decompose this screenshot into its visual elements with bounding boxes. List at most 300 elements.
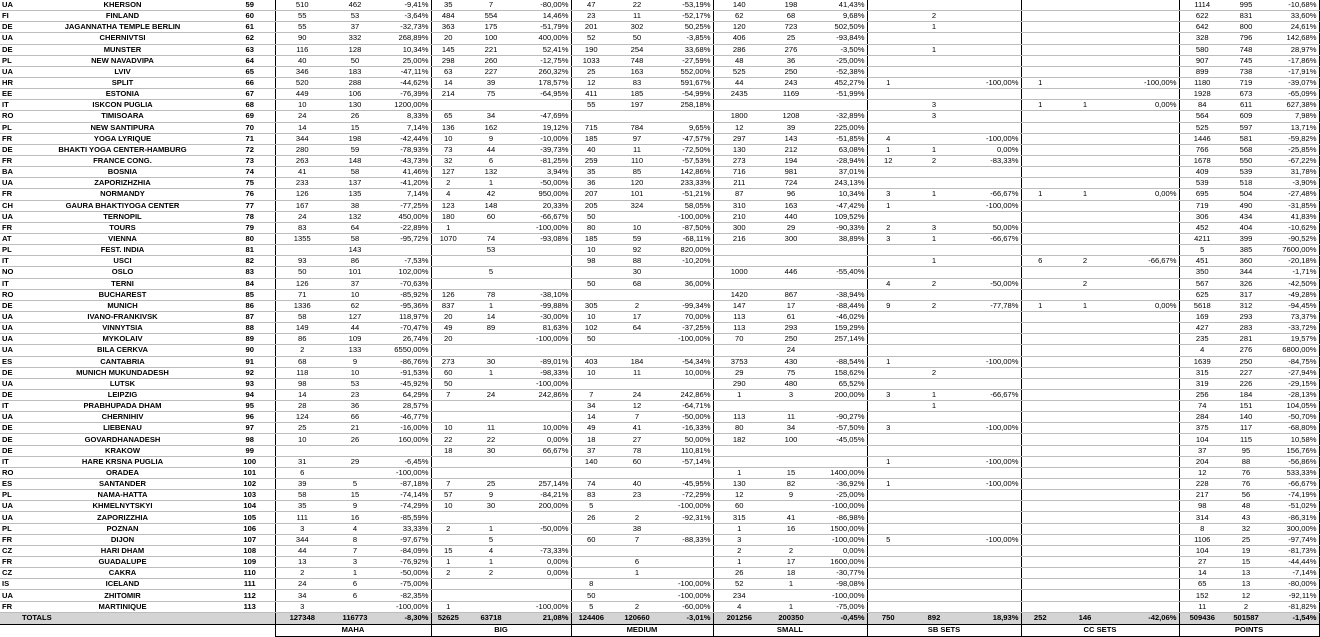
table-cell: 283 (1225, 323, 1267, 334)
table-row (0, 11, 1319, 22)
table-cell (909, 434, 959, 445)
table-cell (713, 245, 765, 256)
table-row (0, 66, 1319, 77)
table-row (0, 0, 1319, 11)
table-cell: 581 (1225, 133, 1267, 144)
table-row (0, 367, 1319, 378)
table-cell (1111, 11, 1179, 22)
table-cell: 268,89% (381, 33, 431, 44)
table-cell: -64,71% (663, 401, 713, 412)
table-cell: 93 (275, 256, 329, 267)
table-cell: BOSNIA (20, 167, 225, 178)
table-cell: 184 (611, 356, 663, 367)
table-cell: -100,00% (817, 590, 867, 601)
table-row (0, 211, 1319, 222)
table-cell: 695 (1179, 189, 1225, 200)
table-cell (1059, 467, 1111, 478)
table-cell: DE (0, 423, 20, 434)
table-cell: -100,00% (959, 133, 1021, 144)
table-cell: 205 (571, 200, 611, 211)
table-cell (1021, 345, 1059, 356)
table-cell: 80 (571, 222, 611, 233)
table-cell: 800 (1225, 22, 1267, 33)
table-cell (465, 590, 517, 601)
table-cell: 25,00% (381, 55, 431, 66)
table-cell: 1 (909, 389, 959, 400)
table-cell: KHMELNYTSKYI (20, 501, 225, 512)
table-row (0, 245, 1319, 256)
table-cell: 10 (431, 501, 465, 512)
table-cell: 180 (431, 211, 465, 222)
table-cell: 715 (571, 122, 611, 133)
group-label-big: BIG (431, 624, 571, 636)
table-cell: UA (0, 590, 20, 601)
table-cell: 3 (909, 222, 959, 233)
table-cell (867, 11, 909, 22)
table-cell (867, 467, 909, 478)
table-cell: 126 (275, 189, 329, 200)
table-cell (867, 289, 909, 300)
table-cell: -100,00% (381, 467, 431, 478)
table-cell: FR (0, 557, 20, 568)
table-cell: CANTABRIA (20, 356, 225, 367)
table-cell: 0,00% (1111, 100, 1179, 111)
table-cell: -47,57% (663, 133, 713, 144)
table-cell (611, 501, 663, 512)
table-cell: 552,00% (663, 66, 713, 77)
table-cell: -100,00% (817, 534, 867, 545)
table-cell: 2 (611, 512, 663, 523)
table-cell: 39 (465, 77, 517, 88)
table-cell (959, 22, 1021, 33)
table-cell (867, 167, 909, 178)
table-cell: -56,86% (1267, 456, 1319, 467)
table-cell (1111, 111, 1179, 122)
table-cell: 2 (1059, 278, 1111, 289)
table-cell: 147 (713, 300, 765, 311)
table-cell (663, 111, 713, 122)
table-cell: -68,11% (663, 233, 713, 244)
table-cell (713, 256, 765, 267)
table-cell (959, 111, 1021, 122)
table-cell: -45,95% (663, 479, 713, 490)
table-cell: 14 (275, 389, 329, 400)
table-cell: 197 (611, 100, 663, 111)
table-cell: 43 (1225, 512, 1267, 523)
table-cell: 427 (1179, 323, 1225, 334)
table-cell: 1 (1021, 300, 1059, 311)
table-cell (1059, 601, 1111, 612)
table-cell: DIJON (20, 534, 225, 545)
table-cell: 201256 (713, 612, 765, 624)
table-cell (663, 545, 713, 556)
table-cell: 284 (1179, 412, 1225, 423)
table-cell (909, 89, 959, 100)
table-cell: 76 (1225, 467, 1267, 478)
table-cell: -84,75% (1267, 356, 1319, 367)
table-cell (867, 590, 909, 601)
table-cell: -74,14% (381, 490, 431, 501)
table-cell: 723 (765, 22, 817, 33)
table-cell: 17 (611, 311, 663, 322)
table-cell: 92 (225, 367, 275, 378)
table-cell: 60 (571, 534, 611, 545)
table-cell: 3 (329, 557, 381, 568)
table-cell: -57,14% (663, 456, 713, 467)
table-cell (867, 111, 909, 122)
table-cell: 539 (1179, 178, 1225, 189)
table-cell: -6,45% (381, 456, 431, 467)
table-cell: BHAKTI YOGA CENTER-HAMBURG (20, 144, 225, 155)
table-cell: 5618 (1179, 300, 1225, 311)
table-cell (1021, 144, 1059, 155)
table-cell: 37 (329, 278, 381, 289)
table-cell: -47,69% (517, 111, 571, 122)
table-cell (1059, 89, 1111, 100)
table-cell: -25,00% (817, 490, 867, 501)
table-cell: -37,25% (663, 323, 713, 334)
table-cell: -85,59% (381, 512, 431, 523)
table-cell: 260 (465, 55, 517, 66)
table-cell: 38 (611, 523, 663, 534)
table-cell (1021, 434, 1059, 445)
table-cell: 502,50% (817, 22, 867, 33)
table-cell (1111, 33, 1179, 44)
table-cell (909, 356, 959, 367)
table-cell: 8 (571, 579, 611, 590)
table-cell: CAKRA (20, 568, 225, 579)
table-cell (909, 178, 959, 189)
table-cell: -77,78% (959, 300, 1021, 311)
table-cell (381, 245, 431, 256)
table-cell (909, 545, 959, 556)
table-cell (909, 412, 959, 423)
table-cell (909, 311, 959, 322)
table-cell: 2 (275, 568, 329, 579)
table-cell: 2 (909, 278, 959, 289)
table-cell: 243 (765, 77, 817, 88)
table-cell: 564 (1179, 111, 1225, 122)
table-cell: BUCHAREST (20, 289, 225, 300)
table-cell (1059, 133, 1111, 144)
table-cell: 28,57% (381, 401, 431, 412)
table-cell: 12 (713, 490, 765, 501)
table-cell: 518 (1225, 178, 1267, 189)
table-cell: 1 (867, 144, 909, 155)
table-cell: 452,27% (817, 77, 867, 88)
table-cell (867, 401, 909, 412)
table-cell (1111, 523, 1179, 534)
table-cell (867, 66, 909, 77)
table-row (0, 167, 1319, 178)
table-cell: 112 (225, 590, 275, 601)
table-cell (959, 545, 1021, 556)
table-cell: 24 (611, 389, 663, 400)
table-row (0, 445, 1319, 456)
table-cell: 113 (225, 601, 275, 612)
table-cell: 70,00% (663, 311, 713, 322)
table-cell: -100,00% (1111, 77, 1179, 88)
table-cell: 58 (275, 490, 329, 501)
table-cell: 110 (611, 155, 663, 166)
table-cell (765, 401, 817, 412)
table-cell (1021, 11, 1059, 22)
table-cell (959, 501, 1021, 512)
table-cell: 38 (329, 200, 381, 211)
table-cell: -95,72% (381, 233, 431, 244)
table-cell: 59 (225, 0, 275, 11)
table-cell: 27 (611, 434, 663, 445)
table-cell: 745 (1225, 55, 1267, 66)
table-cell: 1 (465, 367, 517, 378)
table-cell: AT (0, 233, 20, 244)
table-cell (1111, 222, 1179, 233)
table-cell: -100,00% (959, 356, 1021, 367)
table-cell: UA (0, 0, 20, 11)
table-cell (765, 278, 817, 289)
table-cell: 24 (275, 211, 329, 222)
table-cell: 50 (611, 33, 663, 44)
table-cell (959, 523, 1021, 534)
table-cell: 7 (611, 534, 663, 545)
table-cell: 66 (225, 77, 275, 88)
table-cell: -55,40% (817, 267, 867, 278)
table-cell: 126 (431, 289, 465, 300)
table-cell: 62 (225, 33, 275, 44)
table-cell: 1 (431, 557, 465, 568)
table-cell (611, 289, 663, 300)
table-cell (867, 33, 909, 44)
table-row (0, 233, 1319, 244)
table-cell: 35 (571, 167, 611, 178)
table-cell: 53 (329, 378, 381, 389)
table-cell: -99,34% (663, 300, 713, 311)
table-cell: 525 (713, 66, 765, 77)
table-cell: 88 (611, 256, 663, 267)
table-row (0, 423, 1319, 434)
table-cell: 450,00% (381, 211, 431, 222)
table-cell: -27,94% (1267, 367, 1319, 378)
table-cell (1111, 144, 1179, 155)
table-cell: 216 (713, 233, 765, 244)
table-cell: MUNSTER (20, 44, 225, 55)
table-cell: 233,33% (663, 178, 713, 189)
table-cell: FI (0, 11, 20, 22)
table-cell (909, 423, 959, 434)
table-cell: 554 (465, 11, 517, 22)
table-cell (867, 55, 909, 66)
table-cell (1111, 367, 1179, 378)
table-cell: 100 (465, 33, 517, 44)
table-cell (571, 467, 611, 478)
table-cell (713, 278, 765, 289)
table-cell (867, 44, 909, 55)
table-cell: -7,53% (381, 256, 431, 267)
table-cell: 58,05% (663, 200, 713, 211)
table-cell (909, 289, 959, 300)
table-cell: -66,67% (959, 233, 1021, 244)
table-cell: 1 (765, 579, 817, 590)
table-cell (329, 601, 381, 612)
table-cell: 25 (465, 479, 517, 490)
table-cell: 167 (275, 200, 329, 211)
table-cell: -22,89% (381, 222, 431, 233)
table-cell: 132 (329, 211, 381, 222)
table-cell: 344 (275, 534, 329, 545)
table-cell (1021, 534, 1059, 545)
table-cell: 1 (765, 601, 817, 612)
table-cell: -51,85% (817, 133, 867, 144)
table-cell: 34 (765, 423, 817, 434)
table-cell: -20,18% (1267, 256, 1319, 267)
table-cell: 1000 (713, 267, 765, 278)
table-cell: 64 (329, 222, 381, 233)
table-cell: TERNOPIL (20, 211, 225, 222)
table-cell (909, 77, 959, 88)
table-cell: 71 (225, 133, 275, 144)
table-cell: -51,02% (1267, 501, 1319, 512)
table-cell (431, 345, 465, 356)
table-cell: -33,72% (1267, 323, 1319, 334)
table-cell: 1 (909, 44, 959, 55)
table-cell (1111, 401, 1179, 412)
table-cell: 10 (571, 245, 611, 256)
table-cell (1021, 601, 1059, 612)
table-cell: 7,98% (1267, 111, 1319, 122)
table-cell: -72,50% (663, 144, 713, 155)
table-cell: 520 (275, 77, 329, 88)
table-cell: 75 (765, 367, 817, 378)
table-cell: MUNICH MUKUNDADESH (20, 367, 225, 378)
table-cell: 21,08% (517, 612, 571, 624)
table-cell: TIMISOARA (20, 111, 225, 122)
table-cell: KRAKOW (20, 445, 225, 456)
table-cell: 14,46% (517, 11, 571, 22)
table-row (0, 33, 1319, 44)
table-cell: -36,92% (817, 479, 867, 490)
table-cell: 568 (1225, 144, 1267, 155)
table-cell: 11 (611, 367, 663, 378)
table-cell (1059, 389, 1111, 400)
table-cell: 1169 (765, 89, 817, 100)
table-cell (1111, 178, 1179, 189)
table-cell: 400,00% (517, 33, 571, 44)
table-cell: -47,11% (381, 66, 431, 77)
table-cell: 591,67% (663, 77, 713, 88)
table-cell (1059, 289, 1111, 300)
table-cell: 1 (1021, 189, 1059, 200)
table-cell: HARE KRSNA PUGLIA (20, 456, 225, 467)
table-cell: 310 (713, 200, 765, 211)
table-cell: 3 (713, 534, 765, 545)
table-cell: 13 (1225, 579, 1267, 590)
table-cell: 276 (765, 44, 817, 55)
table-cell: 1070 (431, 233, 465, 244)
table-cell (1059, 557, 1111, 568)
table-cell: 50 (571, 278, 611, 289)
table-cell (867, 122, 909, 133)
table-cell (867, 0, 909, 11)
table-cell: YOGA LYRIQUE (20, 133, 225, 144)
table-cell (909, 323, 959, 334)
table-cell (909, 200, 959, 211)
table-cell: 55 (275, 11, 329, 22)
table-row (0, 467, 1319, 478)
table-cell: 101 (329, 267, 381, 278)
table-cell: -100,00% (817, 501, 867, 512)
table-cell: 280 (275, 144, 329, 155)
table-cell (909, 33, 959, 44)
table-cell (1021, 467, 1059, 478)
table-cell (959, 601, 1021, 612)
table-cell (1111, 278, 1179, 289)
table-cell (517, 100, 571, 111)
table-cell (465, 378, 517, 389)
table-cell: 104,05% (1267, 401, 1319, 412)
table-cell: 26 (329, 111, 381, 122)
table-cell: 315 (713, 512, 765, 523)
table-row (0, 601, 1319, 612)
table-cell: HARI DHAM (20, 545, 225, 556)
table-cell: FR (0, 155, 20, 166)
table-cell: 109 (329, 334, 381, 345)
table-cell: 94 (225, 389, 275, 400)
table-cell: -7,14% (1267, 568, 1319, 579)
table-cell: 0,00% (1111, 189, 1179, 200)
table-cell: VINNYTSIA (20, 323, 225, 334)
table-cell: CZ (0, 568, 20, 579)
table-cell: -68,80% (1267, 423, 1319, 434)
table-cell: -60,00% (663, 601, 713, 612)
table-cell (1021, 278, 1059, 289)
table-cell (909, 345, 959, 356)
table-cell: 127 (329, 311, 381, 322)
table-cell (909, 579, 959, 590)
table-cell: 2 (867, 222, 909, 233)
table-cell: 159,29% (817, 323, 867, 334)
table-cell (1021, 89, 1059, 100)
table-cell: 5 (465, 534, 517, 545)
table-cell (817, 456, 867, 467)
table-cell: 140 (1225, 412, 1267, 423)
table-cell (1021, 311, 1059, 322)
table-cell: OSLO (20, 267, 225, 278)
table-cell: 61 (765, 311, 817, 322)
table-cell: 1 (1059, 300, 1111, 311)
table-cell: 22 (611, 0, 663, 11)
table-row (0, 356, 1319, 367)
table-cell: 169 (1179, 311, 1225, 322)
table-cell: 17 (765, 300, 817, 311)
table-cell (1021, 523, 1059, 534)
table-cell: -100,00% (517, 378, 571, 389)
table-cell: 200,00% (517, 501, 571, 512)
table-cell: 314 (1179, 512, 1225, 523)
table-cell: 55 (571, 100, 611, 111)
table-cell: 673 (1225, 89, 1267, 100)
table-cell (765, 445, 817, 456)
table-cell (817, 245, 867, 256)
table-cell: 60 (431, 367, 465, 378)
table-cell: FR (0, 133, 20, 144)
table-cell: 2 (1225, 601, 1267, 612)
table-cell (959, 378, 1021, 389)
table-cell (1021, 178, 1059, 189)
table-cell: PL (0, 245, 20, 256)
table-cell: 104 (225, 501, 275, 512)
table-cell: 65 (1179, 579, 1225, 590)
table-cell (1111, 545, 1179, 556)
